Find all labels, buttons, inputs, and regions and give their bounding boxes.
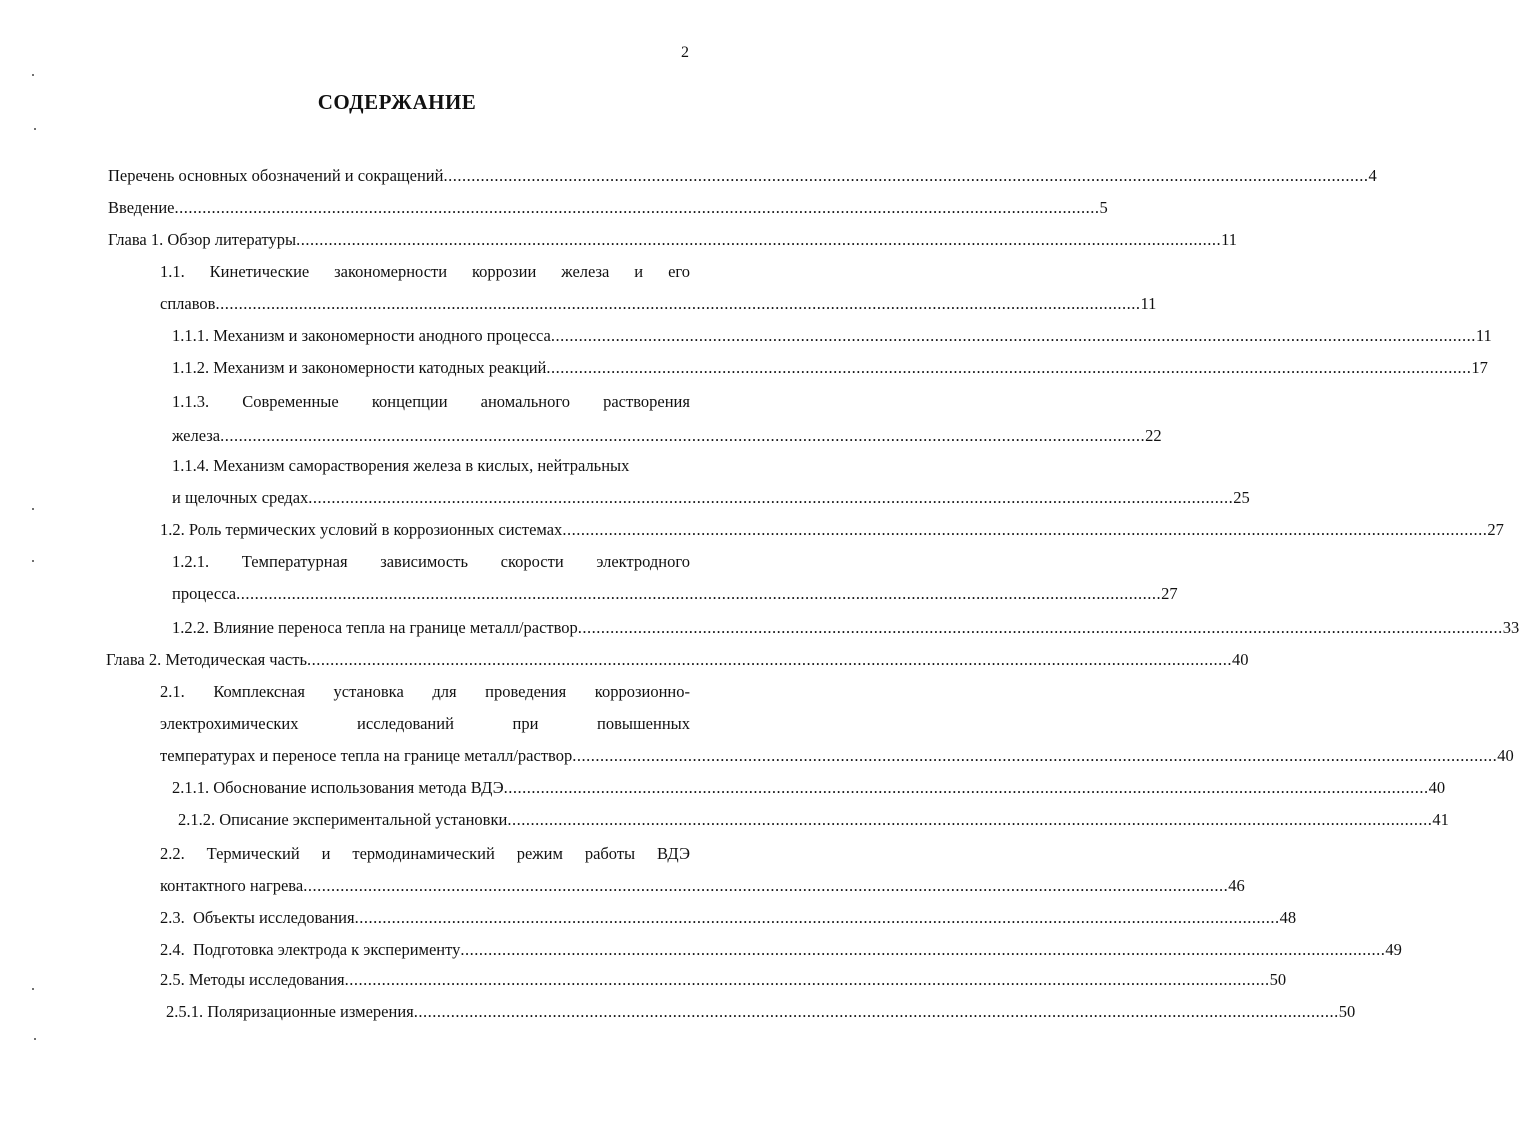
toc-word: Термический — [206, 844, 300, 863]
toc-leader: ........................................................................................................................................................................................................ — [215, 294, 1141, 313]
toc-entry — [160, 906, 1297, 930]
toc-entry — [160, 292, 1157, 316]
toc-entry — [160, 938, 1402, 962]
toc-entry-page: 46 — [1228, 876, 1245, 895]
toc-entry-title: Введение — [108, 198, 175, 217]
toc-entry-page: 11 — [1140, 294, 1157, 313]
toc-word: Современные — [242, 392, 339, 411]
toc-word: скорости — [500, 552, 564, 571]
toc-word: проведения — [485, 682, 567, 701]
toc-entry — [172, 324, 1492, 348]
toc-leader: ........................................................................................................................................................................................................ — [354, 908, 1280, 927]
scan-speck — [34, 128, 36, 130]
toc-leader: ........................................................................................................................................................................................................ — [503, 778, 1429, 797]
toc-word: железа — [561, 262, 610, 281]
toc-entry-justified — [160, 842, 690, 866]
toc-entry-title: 1.1.1. Механизм и закономерности анодного процесса — [172, 326, 551, 345]
scan-speck — [32, 508, 34, 510]
toc-entry — [108, 228, 1237, 252]
toc-word: аномального — [480, 392, 570, 411]
scan-speck — [32, 74, 34, 76]
toc-entry-page: 25 — [1233, 488, 1250, 507]
page-number: 2 — [681, 44, 689, 61]
toc-entry-page: 41 — [1432, 810, 1449, 829]
toc-entry-title: 1.2. Роль термических условий в коррозионных системах — [160, 520, 563, 539]
toc-leader: ........................................................................................................................................................................................................ — [344, 970, 1270, 989]
toc-entry-page: 5 — [1099, 198, 1108, 217]
scan-speck — [32, 988, 34, 990]
toc-entry-page: 40 — [1428, 778, 1446, 797]
toc-entry-justified — [172, 390, 690, 414]
toc-leader: ........................................................................................................................................................................................................ — [174, 198, 1100, 217]
toc-entry — [172, 616, 1519, 640]
toc-entry-justified — [160, 260, 690, 284]
toc-entry — [160, 968, 1287, 992]
toc-leader: ........................................................................................................................................................................................................ — [303, 876, 1229, 895]
toc-entry-title: 2.1.2. Описание экспериментальной установки — [178, 810, 508, 829]
toc-entry-page: 50 — [1269, 970, 1287, 989]
toc-leader: ........................................................................................................................................................................................................ — [413, 1002, 1339, 1021]
toc-leader: ........................................................................................................................................................................................................ — [307, 650, 1232, 669]
toc-leader: ........................................................................................................................................................................................................ — [220, 426, 1146, 445]
toc-entry — [172, 356, 1488, 380]
toc-word: режим — [516, 844, 563, 863]
toc-word: и — [321, 844, 331, 863]
toc-word: закономерности — [334, 262, 448, 281]
toc-entry — [108, 196, 1108, 220]
toc-entry-title: 2.4. Подготовка электрода к эксперименту — [160, 940, 461, 959]
toc-word: ВДЭ — [657, 844, 690, 863]
toc-entry-page: 33 — [1502, 618, 1519, 637]
toc-word: при — [512, 714, 539, 733]
toc-word: исследований — [357, 714, 454, 733]
toc-entry-title: железа — [172, 426, 221, 445]
toc-entry-page: 4 — [1368, 166, 1377, 185]
toc-entry-page: 27 — [1161, 584, 1178, 603]
toc-word: коррозии — [471, 262, 537, 281]
toc-entry-title: контактного нагрева — [160, 876, 304, 895]
toc-leader: ........................................................................................................................................................................................................ — [443, 166, 1369, 185]
toc-leader: ........................................................................................................................................................................................................ — [577, 618, 1503, 637]
scan-speck — [32, 560, 34, 562]
toc-entry-page: 11 — [1221, 230, 1237, 249]
toc-word: электрохимических — [160, 714, 299, 733]
toc-entry-title: 2.5.1. Поляризационные измерения — [166, 1002, 414, 1021]
toc-leader: ........................................................................................................................................................................................................ — [236, 584, 1162, 603]
toc-word: концепции — [371, 392, 448, 411]
toc-word: 1.2.1. — [172, 552, 210, 571]
toc-entry-page: 48 — [1279, 908, 1297, 927]
toc-entry-page: 40 — [1497, 746, 1514, 765]
toc-entry-title: 1.1.4. Механизм саморастворения железа в кислых, нейтральных — [172, 456, 630, 475]
toc-entry-page: 50 — [1338, 1002, 1356, 1021]
toc-leader: ........................................................................................................................................................................................................ — [546, 358, 1472, 377]
toc-entry-title: процесса — [172, 584, 237, 603]
toc-leader: ........................................................................................................................................................................................................ — [296, 230, 1222, 249]
toc-word: работы — [584, 844, 636, 863]
toc-leader: ........................................................................................................................................................................................................ — [562, 520, 1488, 539]
toc-word: коррозионно- — [594, 682, 690, 701]
toc-leader: ........................................................................................................................................................................................................ — [308, 488, 1234, 507]
toc-entry-title: температурах и переносе тепла на границе металл/раствор — [160, 746, 573, 765]
toc-entry-title: 2.1.1. Обоснование использования метода ВДЭ — [172, 778, 504, 797]
toc-entry — [172, 454, 690, 478]
toc-word: 2.2. — [160, 844, 185, 863]
toc-word: термодинамический — [352, 844, 495, 863]
toc-entry — [166, 1000, 1356, 1024]
toc-entry — [172, 582, 1178, 606]
toc-word: 1.1.3. — [172, 392, 210, 411]
toc-leader: ........................................................................................................................................................................................................ — [550, 326, 1476, 345]
toc-entry — [178, 808, 1449, 832]
toc-entry — [106, 648, 1249, 672]
toc-entry — [160, 874, 1245, 898]
toc-leader: ........................................................................................................................................................................................................ — [460, 940, 1386, 959]
toc-entry-title: 2.5. Методы исследования — [160, 970, 345, 989]
toc-word: 1.1. — [160, 262, 185, 281]
toc-entry-title: и щелочных средах — [172, 488, 309, 507]
toc-entry — [160, 744, 1514, 768]
toc-entry-title: 1.2.2. Влияние переноса тепла на границе металл/раствор — [172, 618, 578, 637]
toc-entry-page: 27 — [1487, 520, 1504, 539]
toc-entry — [172, 486, 1250, 510]
toc-entry-page: 49 — [1385, 940, 1402, 959]
toc-word: зависимость — [380, 552, 468, 571]
toc-word: повышенных — [597, 714, 690, 733]
toc-entry — [172, 424, 1162, 448]
toc-entry-justified — [160, 680, 690, 704]
toc-leader: ........................................................................................................................................................................................................ — [507, 810, 1433, 829]
page-title: СОДЕРЖАНИЕ — [317, 90, 477, 114]
toc-word: для — [432, 682, 457, 701]
toc-word: Кинетические — [209, 262, 310, 281]
toc-word: растворения — [603, 392, 690, 411]
toc-word: электродного — [596, 552, 690, 571]
toc-word: и — [634, 262, 644, 281]
toc-entry-page: 11 — [1475, 326, 1492, 345]
toc-entry-title: 2.3. Объекты исследования — [160, 908, 355, 927]
toc-entry — [172, 776, 1446, 800]
toc-word: Комплексная — [213, 682, 305, 701]
toc-entry-title: 1.1.2. Механизм и закономерности катодных реакций — [172, 358, 547, 377]
toc-entry-title: Перечень основных обозначений и сокращений — [108, 166, 444, 185]
toc-entry-title: Глава 1. Обзор литературы — [108, 230, 297, 249]
toc-word: Температурная — [241, 552, 348, 571]
toc-entry-page: 17 — [1471, 358, 1488, 377]
toc-entry-title: Глава 2. Методическая часть — [106, 650, 307, 669]
toc-entry-title: сплавов — [160, 294, 216, 313]
toc-entry-justified — [160, 712, 690, 736]
toc-entry-page: 22 — [1145, 426, 1162, 445]
toc-entry-page: 40 — [1232, 650, 1249, 669]
toc-entry-justified — [172, 550, 690, 574]
scan-speck — [34, 1038, 36, 1040]
toc-entry — [108, 164, 1377, 188]
toc-entry — [160, 518, 1504, 542]
toc-word: 2.1. — [160, 682, 185, 701]
toc-word: его — [668, 262, 690, 281]
toc-word: установка — [333, 682, 404, 701]
toc-leader: ........................................................................................................................................................................................................ — [572, 746, 1498, 765]
